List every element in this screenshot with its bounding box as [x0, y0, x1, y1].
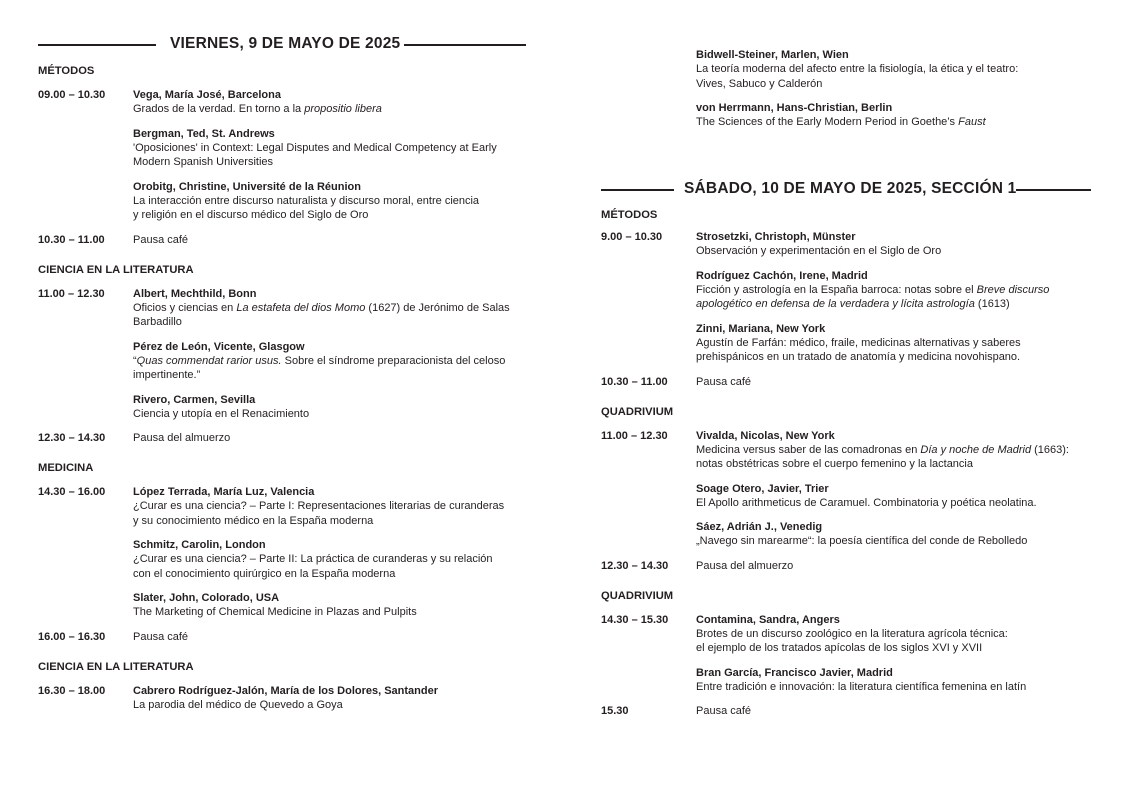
speaker-name: Rivero, Carmen, Sevilla	[133, 393, 256, 406]
section-label: MÉTODOS	[601, 209, 658, 221]
time-slot	[601, 613, 1096, 695]
talk-title: Entre tradición e innovación: la literatura científica femenina en latín	[696, 680, 1027, 693]
section-label: MEDICINA	[38, 462, 94, 474]
talk-title: ¿Curar es una ciencia? – Parte II: La práctica de curanderas y su relación con el conocimiento quirúrgico en la España moderna	[133, 553, 493, 580]
talk-list	[696, 230, 1096, 365]
talk-entry	[133, 591, 528, 620]
talk-entry	[133, 127, 528, 170]
time-slot	[601, 704, 1096, 718]
carryover-talks	[601, 48, 1096, 130]
speaker-name: Vega, María José, Barcelona	[133, 89, 281, 101]
time-slot	[601, 429, 1096, 549]
time-slot	[38, 233, 528, 247]
speaker-name: Rodríguez Cachón, Irene, Madrid	[696, 269, 868, 282]
time-slot	[38, 630, 528, 644]
slot-time: 16.00 – 16.30	[38, 630, 106, 643]
section-label: QUADRIVIUM	[601, 405, 674, 418]
talk-entry	[133, 393, 528, 422]
time-slot	[38, 88, 528, 223]
talk-entry	[696, 101, 1096, 130]
talk-title: Observación y experimentación en el Siglo de Oro	[696, 245, 942, 257]
talk-list	[133, 88, 528, 223]
talk-list	[696, 613, 1096, 695]
speaker-name: Contamina, Sandra, Angers	[696, 613, 840, 626]
slot-time: 09.00 – 10.30	[38, 89, 106, 101]
speaker-name: Cabrero Rodríguez-Jalón, María de los Dolores, Santander	[133, 684, 439, 697]
talk-title: The Sciences of the Early Modern Period in Goethe’s Faust	[696, 116, 986, 128]
talk-entry	[133, 684, 528, 713]
speaker-name: von Herrmann, Hans-Christian, Berlin	[696, 102, 893, 114]
slot-time: 10.30 – 11.00	[38, 233, 105, 246]
heading-rule-left	[38, 44, 156, 46]
slot-time: 15.30	[601, 705, 629, 717]
heading-rule-left	[601, 189, 674, 191]
slot-time: 9.00 – 10.30	[601, 231, 663, 243]
time-slot	[38, 684, 528, 713]
time-slot	[38, 485, 528, 620]
break-label: Pausa café	[696, 375, 752, 388]
talk-title: Grados de la verdad. En torno a la propositio libera	[133, 103, 382, 115]
slot-time: 12.30 – 14.30	[601, 559, 669, 572]
talk-entry	[696, 269, 1096, 312]
break-label: Pausa del almuerzo	[133, 432, 231, 444]
talk-title: ¿Curar es una ciencia? – Parte I: Representaciones literarias de curanderas y su conocimiento médico en la España moderna	[133, 500, 505, 527]
section-label: MÉTODOS	[38, 65, 95, 77]
talk-list	[133, 287, 528, 422]
talk-entry	[133, 538, 528, 581]
speaker-name: Bidwell-Steiner, Marlen, Wien	[696, 49, 849, 61]
time-slot	[601, 559, 1096, 573]
talk-entry	[133, 287, 528, 330]
speaker-name: Orobitg, Christine, Université de la Réunion	[133, 180, 361, 193]
talk-entry	[696, 520, 1096, 549]
talk-entry	[696, 230, 1096, 259]
talk-title: Oficios y ciencias en La estafeta del dios Momo (1627) de Jerónimo de Salas Barbadillo	[133, 301, 510, 328]
speaker-name: Albert, Mechthild, Bonn	[133, 287, 257, 300]
slot-time: 11.00 – 12.30	[38, 287, 105, 300]
slot-time: 11.00 – 12.30	[601, 429, 668, 442]
talk-entry	[133, 180, 528, 223]
talk-title: Medicina versus saber de las comadronas en Día y noche de Madrid (1663): notas obstétricas sobre el cuerpo femenino y la lactancia	[696, 443, 1069, 470]
talk-entry	[696, 666, 1096, 695]
section-label: CIENCIA EN LA LITERATURA	[38, 660, 194, 673]
time-slot	[601, 230, 1096, 365]
slot-time: 14.30 – 15.30	[601, 613, 669, 626]
talk-title: Ficción y astrología en la España barroca: notas sobre el Breve discurso apologético en defensa de la verdadera y lícita astrología (1613)	[696, 283, 1050, 310]
speaker-name: Schmitz, Carolin, London	[133, 539, 266, 551]
friday-day-heading	[38, 35, 528, 55]
speaker-name: Vivalda, Nicolas, New York	[696, 429, 835, 442]
talk-title: Brotes de un discurso zoológico en la literatura agrícola técnica: el ejemplo de los tratados apícolas de los siglos XVI y XVII	[696, 627, 1008, 654]
speaker-name: Strosetzki, Christoph, Münster	[696, 231, 856, 243]
break-label: Pausa café	[133, 233, 189, 246]
speaker-name: Zinni, Mariana, New York	[696, 322, 826, 335]
saturday-day-heading	[601, 180, 1096, 200]
friday-program	[38, 64, 528, 722]
break-label: Pausa café	[133, 630, 189, 643]
talk-entry	[696, 613, 1096, 656]
slot-time: 12.30 – 14.30	[38, 432, 106, 444]
talk-title: “Quas commendat rarior usus. Sobre el síndrome preparacionista del celoso impertinente.”	[133, 354, 506, 381]
talk-title: La parodia del médico de Quevedo a Goya	[133, 698, 343, 711]
section-label: QUADRIVIUM	[601, 589, 674, 602]
talk-title: La teoría moderna del afecto entre la fisiología, la ética y el teatro: Vives, Sabuco y Calderón	[696, 63, 1019, 90]
speaker-name: Slater, John, Colorado, USA	[133, 592, 280, 604]
talk-title: 'Oposiciones' in Context: Legal Disputes and Medical Competency at Early Modern Spanish Universities	[133, 141, 497, 168]
slot-time: 14.30 – 16.00	[38, 486, 106, 498]
talk-entry	[133, 485, 528, 528]
time-slot	[38, 431, 528, 445]
section-label: CIENCIA EN LA LITERATURA	[38, 263, 194, 276]
day-title: VIERNES, 9 DE MAYO DE 2025	[170, 35, 401, 52]
talk-title: El Apollo arithmeticus de Caramuel. Combinatoria y poética neolatina.	[696, 496, 1037, 509]
talk-list	[133, 684, 528, 713]
speaker-name: Bergman, Ted, St. Andrews	[133, 127, 275, 140]
talk-entry	[696, 482, 1096, 511]
speaker-name: López Terrada, María Luz, Valencia	[133, 486, 315, 498]
talk-list	[133, 485, 528, 620]
time-slot	[38, 287, 528, 422]
talk-entry	[696, 429, 1096, 472]
speaker-name: Bran García, Francisco Javier, Madrid	[696, 666, 893, 679]
talk-title: Agustín de Farfán: médico, fraile, medicinas alternativas y saberes prehispánicos en un tratado de anatomía y medicina novohispano.	[696, 336, 1021, 363]
talk-entry	[696, 48, 1096, 91]
heading-rule-right	[404, 44, 526, 46]
day-title: SÁBADO, 10 DE MAYO DE 2025, SECCIÓN 1	[684, 180, 1017, 197]
heading-rule-right	[1016, 189, 1091, 191]
talk-title: „Navego sin marearme“: la poesía científica del conde de Rebolledo	[696, 535, 1028, 547]
speaker-name: Pérez de León, Vicente, Glasgow	[133, 340, 305, 353]
break-label: Pausa del almuerzo	[696, 559, 794, 572]
saturday-program	[601, 208, 1096, 728]
slot-time: 16.30 – 18.00	[38, 684, 106, 697]
talk-title: La interacción entre discurso naturalista y discurso moral, entre ciencia y religión en el discurso médico del Siglo de Oro	[133, 194, 480, 221]
speaker-name: Soage Otero, Javier, Trier	[696, 482, 829, 495]
speaker-name: Sáez, Adrián J., Venedig	[696, 521, 823, 533]
time-slot	[601, 375, 1096, 389]
talk-title: The Marketing of Chemical Medicine in Plazas and Pulpits	[133, 606, 417, 618]
talk-entry	[696, 322, 1096, 365]
talk-title: Ciencia y utopía en el Renacimiento	[133, 407, 310, 420]
break-label: Pausa café	[696, 705, 752, 717]
talk-list	[696, 429, 1096, 549]
talk-entry	[133, 88, 528, 117]
talk-entry	[133, 340, 528, 383]
slot-time: 10.30 – 11.00	[601, 375, 668, 388]
